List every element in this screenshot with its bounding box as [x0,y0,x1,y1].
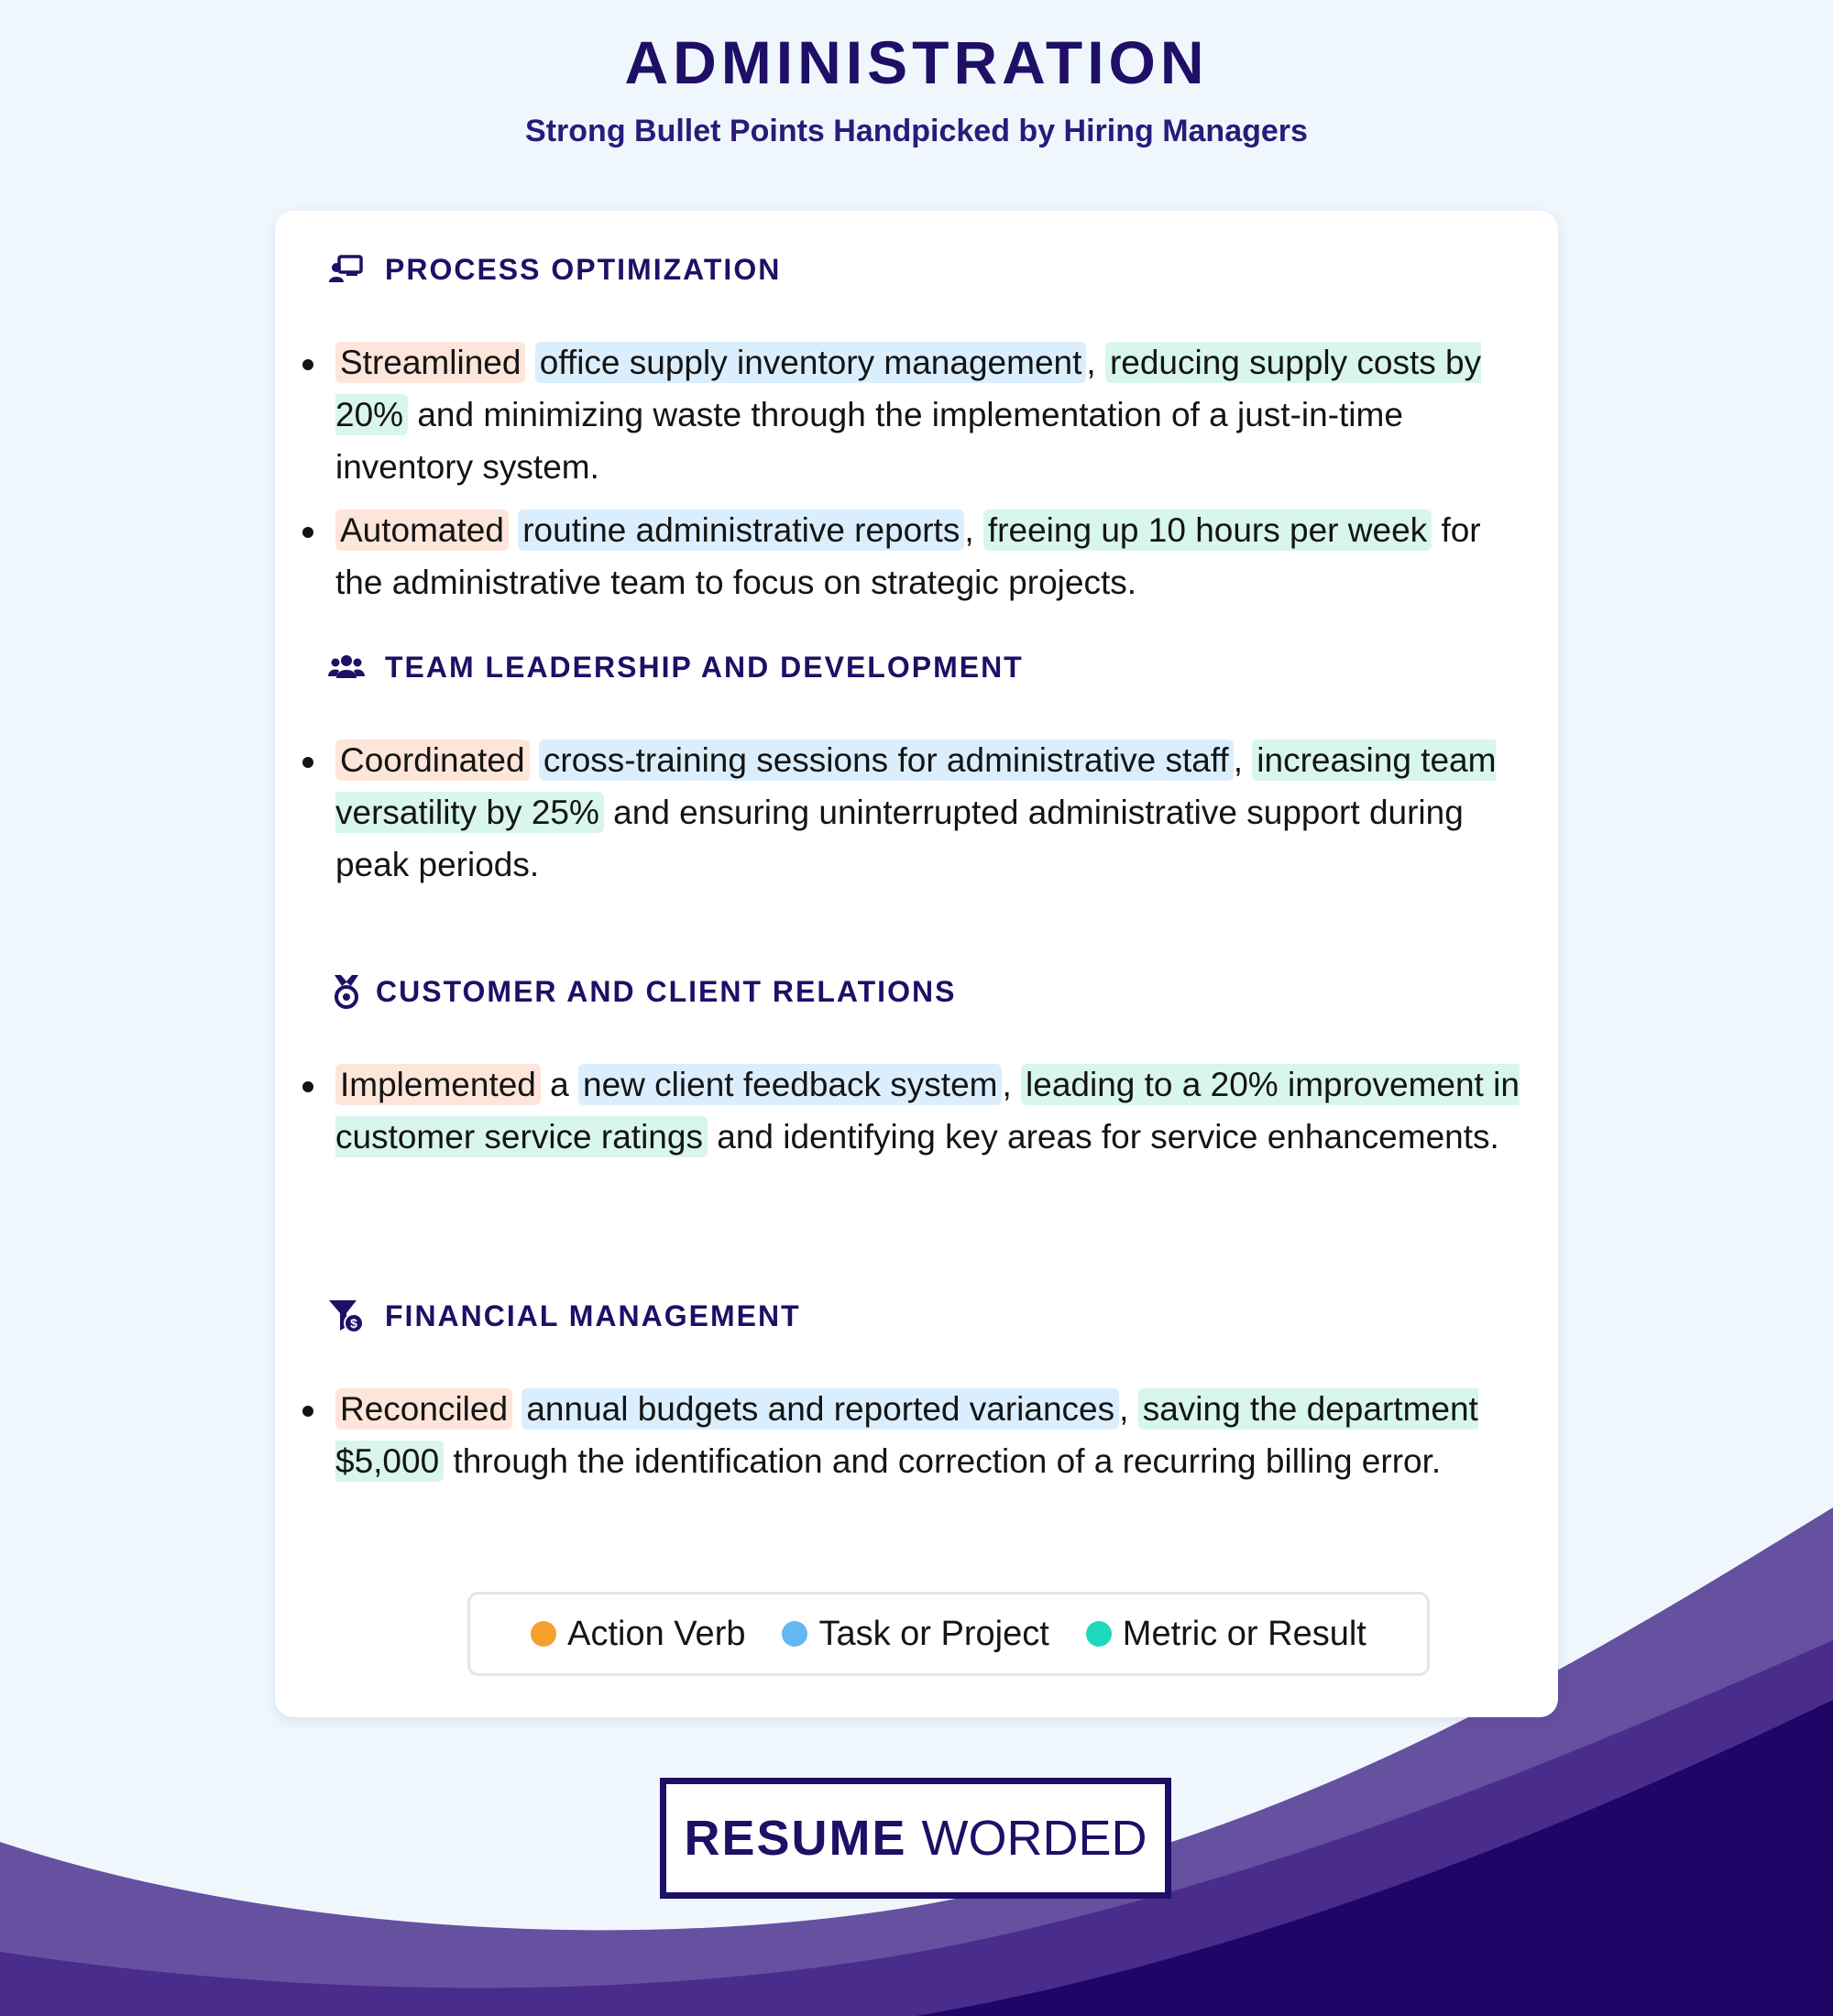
bullet-points-card [275,211,1558,1717]
funnel-dollar-icon [328,1298,365,1334]
metric-phrase: increasing team versatility by 25% [335,741,1497,831]
legend-item-task [782,1615,1048,1654]
task-phrase: routine administrative reports [518,509,964,551]
blue-dot-icon [782,1621,807,1647]
task-phrase: office supply inventory management [535,342,1087,383]
bullet-rest: and identifying key areas for service enhancements. [717,1118,1499,1156]
bullet-item [275,336,1558,493]
page-title: ADMINISTRATION [624,28,1209,96]
section-title: CUSTOMER AND CLIENT RELATIONS [376,974,957,1008]
bullet-list [275,1058,1558,1174]
bullet-rest: and minimizing waste through the implementation of a just-in-time inventory system. [335,396,1403,486]
bullet-item [275,734,1558,891]
task-phrase: new client feedback system [578,1064,1002,1105]
action-verb: Automated [335,509,509,551]
separator: , [1233,741,1243,779]
metric-phrase: leading to a 20% improvement in customer service ratings [335,1066,1520,1156]
section-title: PROCESS OPTIMIZATION [385,252,782,286]
highlight-legend [467,1592,1430,1676]
action-verb: Reconciled [335,1388,512,1430]
legend-item-metric [1086,1615,1367,1654]
users-icon [328,649,365,685]
legend-label: Task or Project [818,1614,1049,1653]
presentation-icon [328,251,365,288]
section-title: FINANCIAL MANAGEMENT [385,1298,801,1332]
svg-text:$: $ [350,1316,357,1331]
legend-label: Metric or Result [1122,1614,1367,1653]
orange-dot-icon [531,1621,556,1647]
logo-bold-text: RESUME [684,1811,907,1866]
metric-phrase: saving the department $5,000 [335,1390,1478,1480]
separator: , [1002,1066,1012,1103]
resume-worded-logo[interactable] [660,1778,1171,1899]
metric-phrase: reducing supply costs by 20% [335,344,1482,433]
section-header [328,649,1024,685]
legend-item-action-verb [531,1615,745,1654]
bullet-item [275,1383,1558,1487]
bullet-list [275,336,1558,619]
page-subtitle: Strong Bullet Points Handpicked by Hiring Managers [525,114,1308,148]
bullet-rest: through the identification and correction of a recurring billing error. [453,1442,1442,1480]
teal-dot-icon [1086,1621,1112,1647]
medal-icon [328,973,357,1010]
action-verb: Coordinated [335,740,530,781]
action-verb: Implemented [335,1064,541,1105]
bullet-list [275,734,1558,902]
bullet-list [275,1383,1558,1498]
logo-light-text: WORDED [921,1811,1147,1866]
section-header [328,973,956,1010]
bullet-rest: for the administrative team to focus on strategic projects. [335,511,1481,601]
bullet-item [275,504,1558,608]
section-title: TEAM LEADERSHIP AND DEVELOPMENT [385,650,1024,684]
separator: , [1119,1390,1129,1428]
bullet-item [275,1058,1558,1163]
separator: , [1086,344,1096,381]
task-phrase: annual budgets and reported variances [521,1388,1119,1430]
bullet-rest: and ensuring uninterrupted administrative support during peak periods. [335,794,1464,883]
metric-phrase: freeing up 10 hours per week [983,509,1432,551]
task-phrase: cross-training sessions for administrative staff [539,740,1234,781]
section-header [328,251,781,288]
separator: , [964,511,974,549]
joiner: a [550,1066,569,1103]
legend-label: Action Verb [567,1614,746,1653]
action-verb: Streamlined [335,342,525,383]
section-header [328,1298,801,1334]
